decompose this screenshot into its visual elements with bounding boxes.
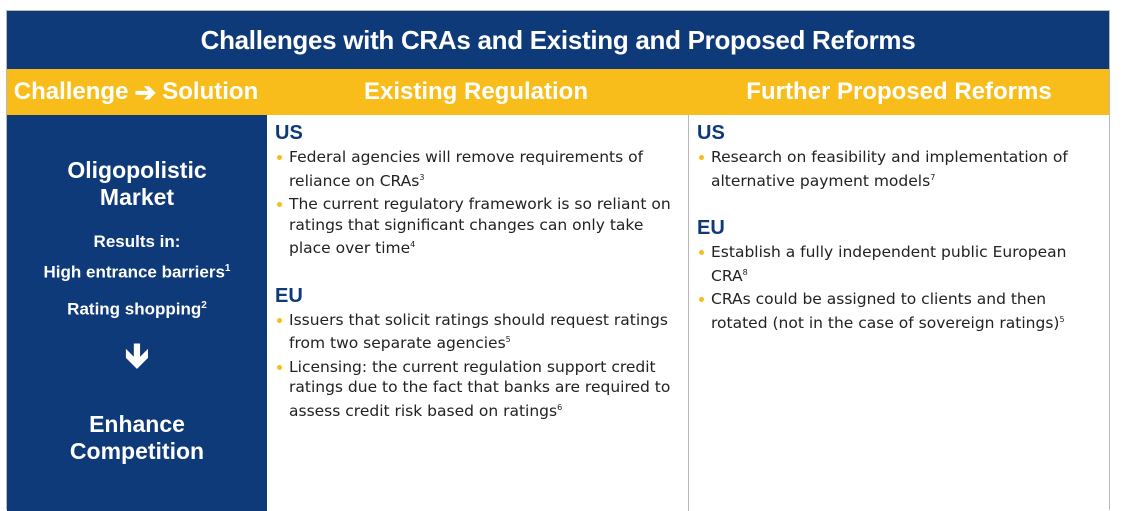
header-challenge-solution bbox=[7, 69, 265, 115]
table-title bbox=[7, 11, 1109, 69]
list-item-text: Research on feasibility and implementation of alternative payment models bbox=[711, 148, 1068, 190]
bullet-icon bbox=[699, 297, 704, 302]
challenge-column bbox=[7, 115, 267, 511]
column-header-row bbox=[7, 69, 1109, 115]
table-title-text: Challenges with CRAs and Existing and Proposed Reforms bbox=[200, 24, 916, 55]
list-item bbox=[275, 194, 685, 259]
result-entrance-barriers bbox=[7, 258, 267, 284]
proposed-us-label: US bbox=[697, 122, 725, 144]
list-item-text: CRAs could be assigned to clients and then rotated (not in the case of sovereign ratings) bbox=[711, 290, 1060, 332]
results-label: Results in: bbox=[93, 232, 181, 251]
bullet-icon bbox=[277, 318, 282, 323]
result-1-text: High entrance barriers bbox=[43, 262, 225, 282]
list-item bbox=[275, 357, 685, 422]
list-item-text: Federal agencies will remove requirements of reliance on CRAs bbox=[289, 148, 644, 190]
list-item bbox=[697, 147, 1105, 191]
footnote-ref: 8 bbox=[742, 267, 748, 277]
list-item-text: Issuers that solicit ratings should request ratings from two separate agencies bbox=[289, 310, 668, 353]
bullet-icon bbox=[699, 155, 704, 160]
problem-line-1: Oligopolistic bbox=[67, 157, 207, 183]
problem-line-2: Market bbox=[99, 184, 175, 210]
header-challenge: Challenge bbox=[13, 78, 129, 105]
footnote-ref: 3 bbox=[419, 172, 425, 182]
footnote-ref: 5 bbox=[1059, 314, 1065, 324]
result-1-note: 1 bbox=[224, 263, 231, 274]
footnote-ref: 4 bbox=[410, 240, 416, 250]
list-item-text: Establish a fully independent public European CRA bbox=[711, 243, 1067, 285]
result-rating-shopping bbox=[7, 295, 267, 321]
existing-us-label: US bbox=[275, 122, 303, 144]
footnote-ref: 5 bbox=[505, 335, 511, 345]
existing-eu-label: EU bbox=[275, 284, 303, 307]
header-proposed-reforms bbox=[689, 69, 1109, 115]
existing-regulation-column bbox=[275, 115, 685, 511]
existing-us-list bbox=[275, 147, 685, 259]
header-solution: Solution bbox=[162, 78, 259, 105]
bullet-icon bbox=[699, 250, 704, 255]
arrow-right-icon: ➔ bbox=[134, 76, 157, 107]
problem-heading bbox=[7, 157, 267, 211]
existing-eu-list bbox=[275, 310, 685, 422]
footnote-ref: 7 bbox=[930, 172, 936, 182]
list-item bbox=[697, 289, 1105, 333]
list-item-text: Licensing: the current regulation support credit ratings due to the fact that banks are required to assess credit risk based on ratings bbox=[289, 357, 671, 421]
header-proposed-text: Further Proposed Reforms bbox=[746, 78, 1052, 105]
bullet-icon bbox=[277, 202, 282, 207]
list-item bbox=[275, 147, 685, 191]
list-item bbox=[275, 310, 685, 354]
footnote-ref: 6 bbox=[557, 402, 563, 412]
proposed-eu-list bbox=[697, 242, 1105, 333]
list-item bbox=[697, 242, 1105, 286]
header-existing-text: Existing Regulation bbox=[363, 78, 588, 105]
solution-heading bbox=[7, 411, 267, 465]
arrow-down-icon: 🡻 bbox=[124, 337, 150, 375]
proposed-reforms-column bbox=[697, 115, 1105, 511]
list-item-text: The current regulatory framework is so reliant on ratings that significant changes can only take place over time bbox=[289, 195, 671, 258]
header-existing-regulation bbox=[267, 69, 685, 115]
column-divider bbox=[688, 115, 689, 511]
solution-line-2: Competition bbox=[69, 438, 205, 464]
bullet-icon bbox=[277, 155, 282, 160]
result-2-note: 2 bbox=[201, 300, 207, 311]
proposed-eu-label: EU bbox=[697, 217, 725, 240]
proposed-us-list bbox=[697, 147, 1105, 191]
bullet-icon bbox=[277, 365, 282, 370]
reforms-table bbox=[6, 10, 1110, 510]
result-2-text: Rating shopping bbox=[67, 299, 202, 319]
solution-line-1: Enhance bbox=[89, 411, 185, 437]
